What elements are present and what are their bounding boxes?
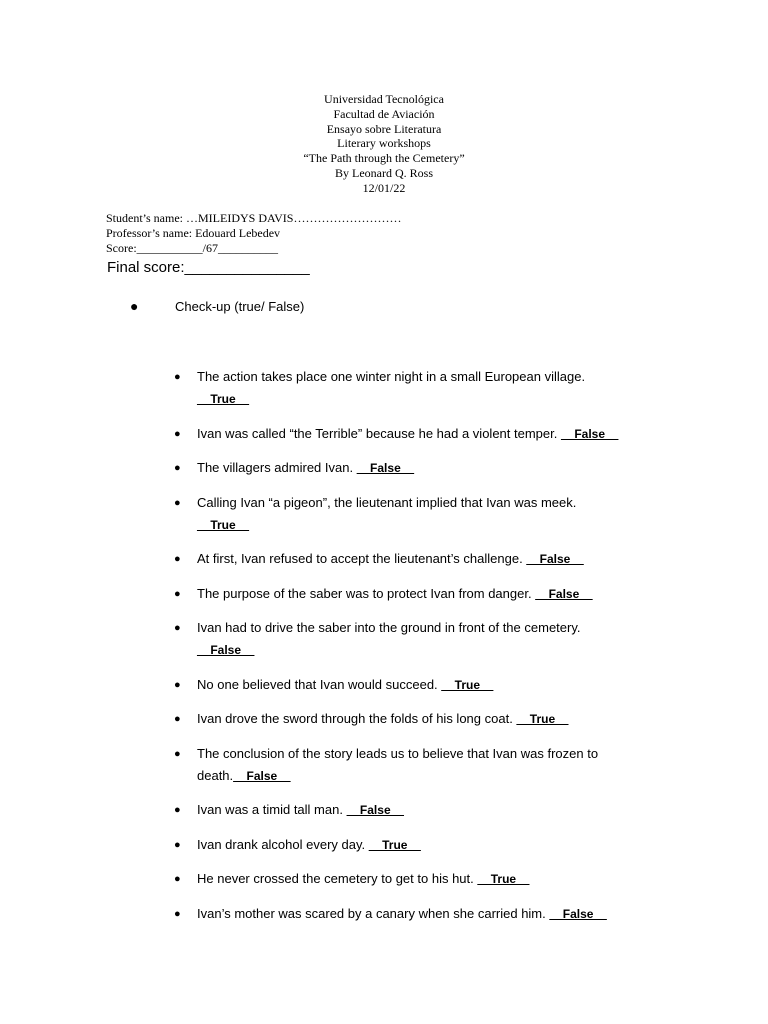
question-text: The conclusion of the story leads us to believe that Ivan was frozen to death.: [197, 746, 599, 783]
answer: __True__: [441, 678, 494, 692]
question-item: [174, 834, 644, 856]
bullet-icon: ●: [174, 804, 181, 816]
bullet-icon: ●: [174, 371, 181, 383]
workshop-name: Literary workshops: [337, 136, 431, 151]
question-item: [174, 674, 644, 696]
question-text: Ivan drove the sword through the folds of his long coat.: [197, 711, 513, 726]
question-text: The villagers admired Ivan.: [197, 460, 354, 475]
question-item: [174, 548, 644, 570]
answer: __True__: [197, 518, 250, 532]
answer: __False__: [356, 461, 415, 475]
document-header: [0, 92, 768, 196]
question-item: [174, 708, 644, 730]
question-item: [174, 457, 644, 479]
question-text: Ivan was called “the Terrible” because he had a violent temper.: [197, 426, 558, 441]
question-item: [174, 799, 644, 821]
bullet-icon: ●: [174, 839, 181, 851]
answer: __False__: [535, 587, 593, 601]
bullet-icon: ●: [174, 588, 181, 600]
answer: __True__: [197, 392, 250, 406]
question-text: The purpose of the saber was to protect Ivan from danger.: [197, 586, 532, 601]
answer: __False__: [233, 769, 291, 783]
bullet-icon: ●: [174, 873, 181, 885]
answer: __True__: [368, 838, 421, 852]
question-item: [174, 743, 644, 787]
question-item: [174, 423, 644, 445]
student-name: Student’s name: …MILEIDYS DAVIS………………………: [106, 211, 402, 225]
question-text: He never crossed the cemetery to get to his hut.: [197, 871, 474, 886]
question-text: Ivan’s mother was scared by a canary when she carried him.: [197, 906, 546, 921]
question-item: [174, 492, 644, 536]
bullet-icon: ●: [174, 713, 181, 725]
answer: __False__: [549, 907, 607, 921]
answer: __False__: [526, 552, 584, 566]
bullet-icon: ●: [174, 908, 181, 920]
bullet-icon: ●: [174, 679, 181, 691]
question-text: Ivan had to drive the saber into the ground in front of the cemetery.: [197, 620, 581, 635]
student-info: [106, 211, 401, 255]
bullet-icon: ●: [174, 497, 181, 509]
answer: __True__: [516, 712, 569, 726]
bullet-icon: ●: [174, 748, 181, 760]
question-text: No one believed that Ivan would succeed.: [197, 677, 438, 692]
question-item: [174, 583, 644, 605]
answer: __False__: [197, 643, 255, 657]
question-text: Calling Ivan “a pigeon”, the lieutenant implied that Ivan was meek.: [197, 495, 577, 510]
question-text: Ivan was a timid tall man.: [197, 802, 343, 817]
question-item: [174, 617, 644, 661]
bullet-icon: ●: [174, 428, 181, 440]
question-text: Ivan drank alcohol every day.: [197, 837, 366, 852]
question-item: [174, 903, 644, 925]
final-score: Final score:_______________: [107, 259, 310, 276]
question-text: The action takes place one winter night in a small European village.: [197, 369, 586, 384]
question-text: At first, Ivan refused to accept the lieutenant’s challenge.: [197, 551, 523, 566]
university-name: Universidad Tecnológica: [324, 92, 444, 106]
answer: __False__: [346, 803, 404, 817]
course-name: Ensayo sobre Literatura: [326, 121, 442, 136]
answer: __True__: [477, 872, 530, 886]
score-line: Score:___________/67__________: [106, 240, 278, 255]
checkup-title: Check-up (true/ False): [175, 299, 305, 314]
document-date: 12/01/22: [362, 180, 406, 195]
bullet-icon: ●: [174, 462, 181, 474]
question-item: [174, 868, 644, 890]
bullet-icon: ●: [174, 553, 181, 565]
question-item: [174, 366, 644, 410]
bullet-icon: ●: [130, 298, 139, 314]
faculty-name: Facultad de Aviación: [333, 106, 435, 121]
bullet-icon: ●: [174, 622, 181, 634]
answer: __False__: [560, 427, 619, 441]
story-author: By Leonard Q. Ross: [335, 165, 433, 180]
professor-name: Professor’s name: Edouard Lebedev: [106, 225, 281, 240]
story-title: “The Path through the Cemetery”: [303, 151, 465, 166]
